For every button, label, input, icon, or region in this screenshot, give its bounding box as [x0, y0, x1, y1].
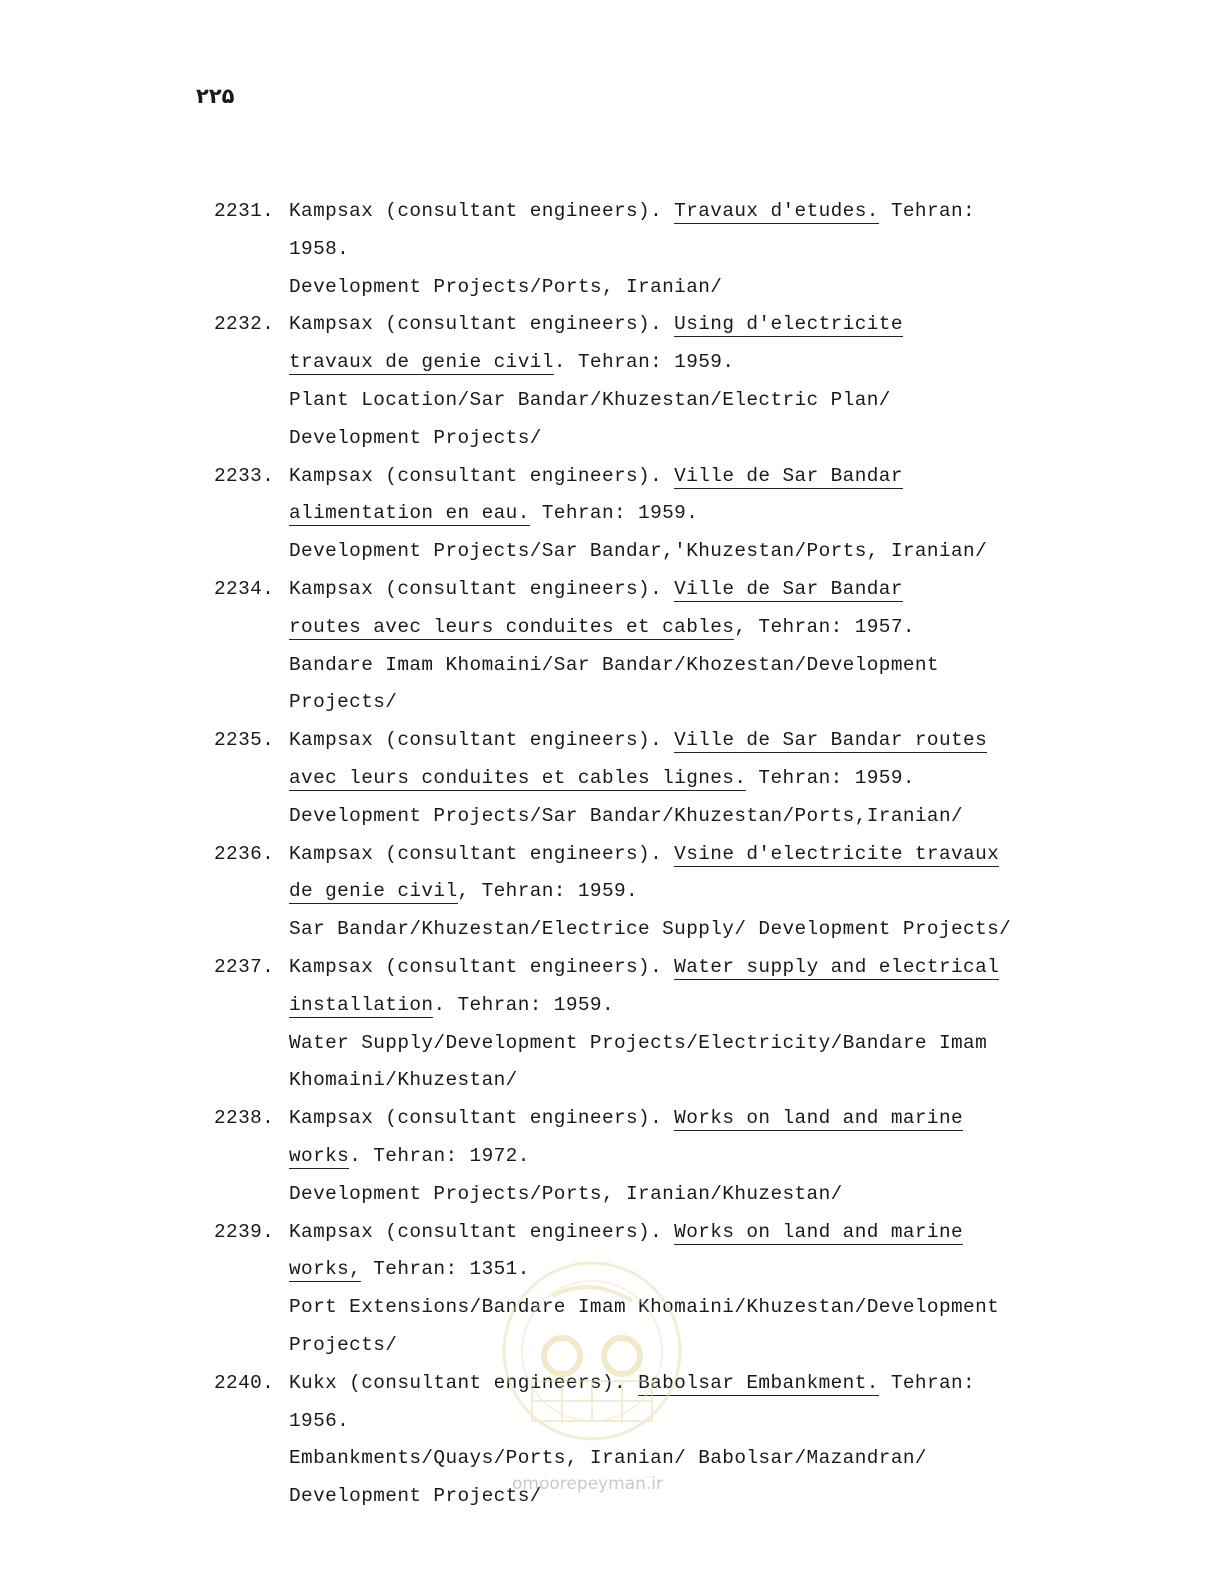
entry-imprint: , Tehran: 1957.	[734, 615, 915, 638]
entry-number: 2231.	[214, 200, 275, 222]
entry-number: 2237.	[214, 955, 275, 978]
entry-imprint: , Tehran: 1959.	[457, 880, 639, 903]
entry-line	[289, 873, 1228, 911]
entry-title: Travaux d'etudes.	[674, 200, 879, 222]
entry-title-continued: works	[289, 1144, 350, 1167]
entry-line	[289, 344, 1228, 382]
entry-imprint: 1958.	[289, 237, 350, 260]
entry-subjects: Port Extensions/Bandare Imam Khomaini/Khuzestan/Development	[289, 1296, 1000, 1319]
entry-subjects: Development Projects/Ports, Iranian/	[289, 275, 723, 298]
entry-line	[289, 571, 1228, 609]
entry-number: 2235.	[214, 729, 275, 752]
entry-imprint: Tehran:	[878, 200, 976, 222]
entry-author: Kampsax (consultant engineers).	[289, 842, 675, 865]
entry-title-continued: alimentation en eau.	[289, 502, 530, 525]
entry-author: Kampsax (consultant engineers).	[289, 313, 675, 336]
entry-title: Using d'electricite	[674, 313, 903, 336]
bibliography-entry	[0, 193, 1228, 306]
bibliography-entry	[0, 571, 1228, 722]
entry-author: Kampsax (consultant engineers).	[289, 955, 675, 978]
entry-imprint: . Tehran: 1959.	[433, 993, 614, 1016]
entry-imprint: Tehran: 1959.	[746, 766, 915, 789]
entry-subjects: Development Projects/	[289, 426, 542, 449]
entry-number: 2233.	[214, 464, 275, 487]
entry-imprint: . Tehran: 1959.	[553, 351, 735, 374]
entry-line	[289, 836, 1228, 874]
entry-line	[289, 722, 1228, 760]
entry-author: Kampsax (consultant engineers).	[289, 1107, 675, 1130]
entry-imprint: Tehran: 1959.	[529, 502, 699, 525]
entry-line	[289, 1403, 1228, 1441]
entry-line	[289, 949, 1228, 987]
entry-number: 2232.	[214, 313, 275, 336]
entry-line	[289, 458, 1228, 496]
entry-subjects: Sar Bandar/Khuzestan/Electrice Supply/ Development Projects/	[289, 918, 1012, 941]
entry-subjects: Development Projects/Ports, Iranian/Khuzestan/	[289, 1182, 843, 1205]
entry-number: 2239.	[214, 1220, 275, 1243]
entry-title: Works on land and marine	[674, 1107, 964, 1130]
entry-author: Kampsax (consultant engineers).	[289, 729, 675, 752]
entry-line	[289, 609, 1228, 647]
entry-title-continued: installation	[289, 993, 434, 1016]
entry-author: Kampsax (consultant engineers).	[289, 200, 675, 222]
bibliography-entry	[0, 949, 1228, 1100]
entry-line	[289, 1214, 1228, 1252]
entry-subjects: Khomaini/Khuzestan/	[289, 1069, 518, 1092]
watermark-site: omoorepeyman.ir	[512, 1474, 664, 1494]
entry-imprint: Tehran: 1351.	[361, 1258, 530, 1281]
entry-imprint: . Tehran: 1972.	[349, 1144, 530, 1167]
entry-title: Vsine d'electricite travaux	[674, 842, 1000, 865]
entry-title: Ville de Sar Bandar	[674, 577, 903, 600]
entry-line	[289, 193, 1228, 231]
entry-title-continued: travaux de genie civil	[289, 351, 554, 374]
entry-line	[289, 987, 1228, 1025]
bibliography-entry	[0, 1100, 1228, 1213]
entry-author: Kampsax (consultant engineers).	[289, 577, 675, 600]
entry-title: Works on land and marine	[674, 1220, 964, 1243]
entry-subjects: Embankments/Quays/Ports, Iranian/ Babolsar/Mazandran/	[289, 1447, 927, 1470]
entry-line	[289, 1365, 1228, 1403]
entry-author: Kampsax (consultant engineers).	[289, 464, 675, 487]
entry-subjects: Plant Location/Sar Bandar/Khuzestan/Electric Plan/	[289, 388, 891, 411]
entry-imprint: Tehran:	[878, 1371, 976, 1394]
entry-subjects: Bandare Imam Khomaini/Sar Bandar/Khozestan/Development	[289, 653, 939, 676]
entry-line	[289, 760, 1228, 798]
entry-number: 2238.	[214, 1107, 275, 1130]
bibliography-entry	[0, 458, 1228, 571]
entry-subjects: Development Projects/Sar Bandar,'Khuzestan/Ports, Iranian/	[289, 540, 988, 563]
entry-line	[289, 231, 1228, 269]
entry-title: Ville de Sar Bandar routes	[674, 729, 988, 752]
entry-number: 2236.	[214, 842, 275, 865]
entry-author: Kampsax (consultant engineers).	[289, 1220, 675, 1243]
bibliography-entry	[0, 306, 1228, 457]
entry-title: Ville de Sar Bandar	[674, 464, 903, 487]
entry-title-continued: de genie civil	[289, 880, 458, 903]
watermark-logo	[492, 1256, 692, 1446]
entry-title: Water supply and electrical	[674, 955, 1000, 978]
entry-line	[289, 1138, 1228, 1176]
bibliography-entry	[0, 722, 1228, 835]
entry-subjects: Development Projects/	[289, 1485, 542, 1508]
entry-imprint: 1956.	[289, 1409, 350, 1432]
entry-line	[289, 306, 1228, 344]
entry-subjects: Development Projects/Sar Bandar/Khuzestan/Ports,Iranian/	[289, 804, 964, 827]
entry-number: 2240.	[214, 1371, 275, 1394]
entry-title: Babolsar Embankment.	[638, 1371, 879, 1394]
entry-title-continued: works,	[289, 1258, 362, 1281]
entry-subjects: Water Supply/Development Projects/Electricity/Bandare Imam	[289, 1031, 988, 1054]
entry-number: 2234.	[214, 577, 275, 600]
entry-title-continued: avec leurs conduites et cables lignes.	[289, 766, 747, 789]
entry-line	[289, 495, 1228, 533]
entry-author: Kukx (consultant engineers).	[289, 1371, 639, 1394]
bibliography-entry	[0, 836, 1228, 949]
entry-line	[289, 1251, 1228, 1289]
entry-title-continued: routes avec leurs conduites et cables	[289, 615, 735, 638]
page-number: ۲۲۵	[196, 84, 235, 108]
entry-line	[289, 1100, 1228, 1138]
entry-subjects: Projects/	[289, 1333, 398, 1356]
entry-subjects: Projects/	[289, 691, 398, 714]
